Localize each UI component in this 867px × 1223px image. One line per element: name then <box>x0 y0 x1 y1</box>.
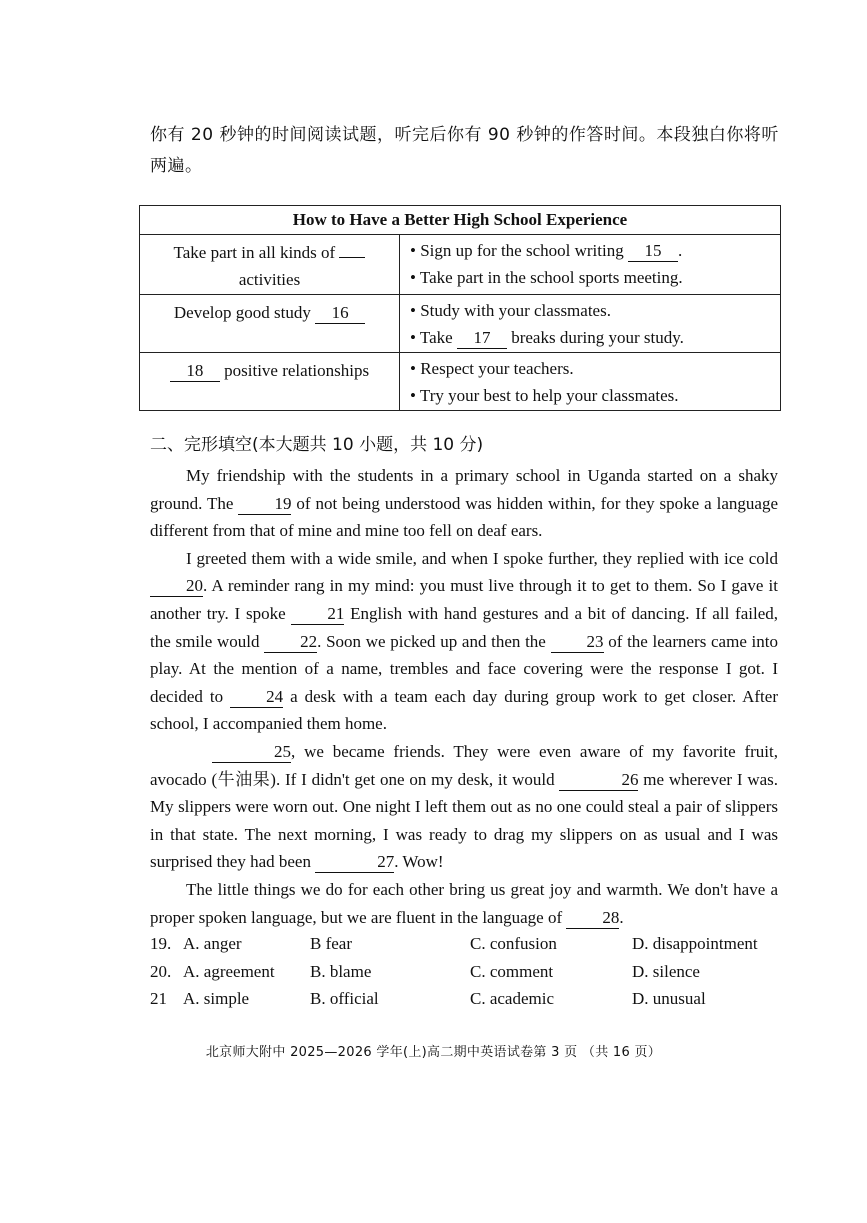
answer-blank-20: 20 <box>150 576 203 597</box>
question-options-row <box>150 958 790 986</box>
option-c: C. academic <box>470 989 555 1008</box>
option-d: D. disappointment <box>632 934 758 953</box>
paragraph: I greeted them with a wide smile, and when I spoke further, they replied with ice cold 20. A reminder rang in my mind: you must live through it to get to them. So I gave it another try. I spoke 21 English with hand gestures and a bit of dancing. If all failed, the smile would 22. Soon we picked up and then the 23 of the learners came into play. At the mention of a name, trembles and face covering were the response I got. I decided to 24 a desk with a team each day during group work to get closer. After school, I accompanied them home. <box>150 548 779 734</box>
answer-blank-17: 17 <box>457 328 507 349</box>
table-row-heading <box>140 353 400 411</box>
option-a: A. anger <box>183 934 242 953</box>
detail-item: • Take part in the school sports meeting. <box>410 268 683 287</box>
cloze-passage <box>150 462 778 931</box>
answer-blank-19: 19 <box>238 494 291 515</box>
option-b: B. official <box>310 989 379 1008</box>
heading-text: positive relationships <box>224 361 370 380</box>
detail-item: • Sign up for the school writing 15 . <box>410 241 683 260</box>
detail-item: • Take 17 breaks during your study. <box>410 328 684 347</box>
page-footer: 北京师大附中 2025—2026 学年(上)高二期中英语试卷第 3 页 （共 16 页） <box>205 1045 662 1060</box>
information-table <box>139 205 781 411</box>
answer-blank-18: 18 <box>170 361 220 382</box>
answer-options <box>150 930 790 1013</box>
table-row-heading <box>140 235 400 295</box>
answer-blank-24: 24 <box>230 687 283 708</box>
answer-blank-15: 15 <box>628 241 678 262</box>
option-b: B. blame <box>310 961 372 981</box>
paragraph: 25, we became friends. They were even aware of my favorite fruit, avocado (牛油果). If I didn't get one on my desk, it would 26 me wherever I was. My slippers were worn out. One night I left them out as no one could steal a pair of slippers in that state. The next morning, I was ready to drag my slippers on as usual and I was surprised they had been 27. Wow! <box>150 741 779 872</box>
heading-text: activities <box>238 270 301 289</box>
detail-item: • Respect your teachers. <box>410 359 574 378</box>
question-number: 20. <box>150 961 172 981</box>
option-d: D. unusual <box>632 989 706 1008</box>
option-a: A. agreement <box>183 961 275 981</box>
table-row-heading <box>140 295 400 353</box>
section-title: 二、完形填空(本大题共 10 小题，共 10 分) <box>150 435 484 455</box>
table-title: How to Have a Better High School Experience <box>140 206 781 235</box>
listening-instructions: 你有 20 秒钟的时间阅读试题，听完后你有 90 秒钟的作答时间。本段独白你将听两遍。 <box>150 125 779 176</box>
option-c: C. confusion <box>470 934 557 953</box>
answer-blank-22: 22 <box>264 632 317 653</box>
answer-blank-23: 23 <box>551 632 604 653</box>
detail-item: • Study with your classmates. <box>410 301 611 320</box>
answer-blank-21: 21 <box>291 604 344 625</box>
answer-blank-26: 26 <box>559 770 638 791</box>
question-number: 21 <box>150 989 167 1008</box>
option-d: D. silence <box>632 961 700 981</box>
paragraph: My friendship with the students in a primary school in Uganda started on a shaky ground. The 19 of not being understood was hidden within, for they spoke a language different from that of mine and mine too fell on deaf ears. <box>150 466 779 541</box>
heading-text: Develop good study <box>173 303 311 322</box>
table-row-details <box>400 295 781 353</box>
answer-blank-16: 16 <box>315 303 365 324</box>
answer-blank-25: 25 <box>212 742 291 763</box>
option-b: B fear <box>310 934 353 953</box>
table-row-details <box>400 353 781 411</box>
heading-text: Take part in all kinds of <box>173 243 336 262</box>
answer-blank-27: 27 <box>315 852 394 873</box>
paragraph: The little things we do for each other bring us great joy and warmth. We don't have a proper spoken language, but we are fluent in the language of 28. <box>150 879 778 927</box>
table-row <box>140 295 781 353</box>
option-a: A. simple <box>183 989 250 1008</box>
option-c: C. comment <box>470 961 554 981</box>
answer-blank-28: 28 <box>566 908 619 929</box>
detail-item: • Try your best to help your classmates. <box>410 386 679 405</box>
question-options-row <box>150 985 790 1013</box>
question-number: 19. <box>150 934 172 953</box>
table-row <box>140 353 781 411</box>
answer-blank <box>339 257 365 258</box>
table-row <box>140 235 781 295</box>
question-options-row <box>150 930 790 958</box>
table-row-details <box>400 235 781 295</box>
